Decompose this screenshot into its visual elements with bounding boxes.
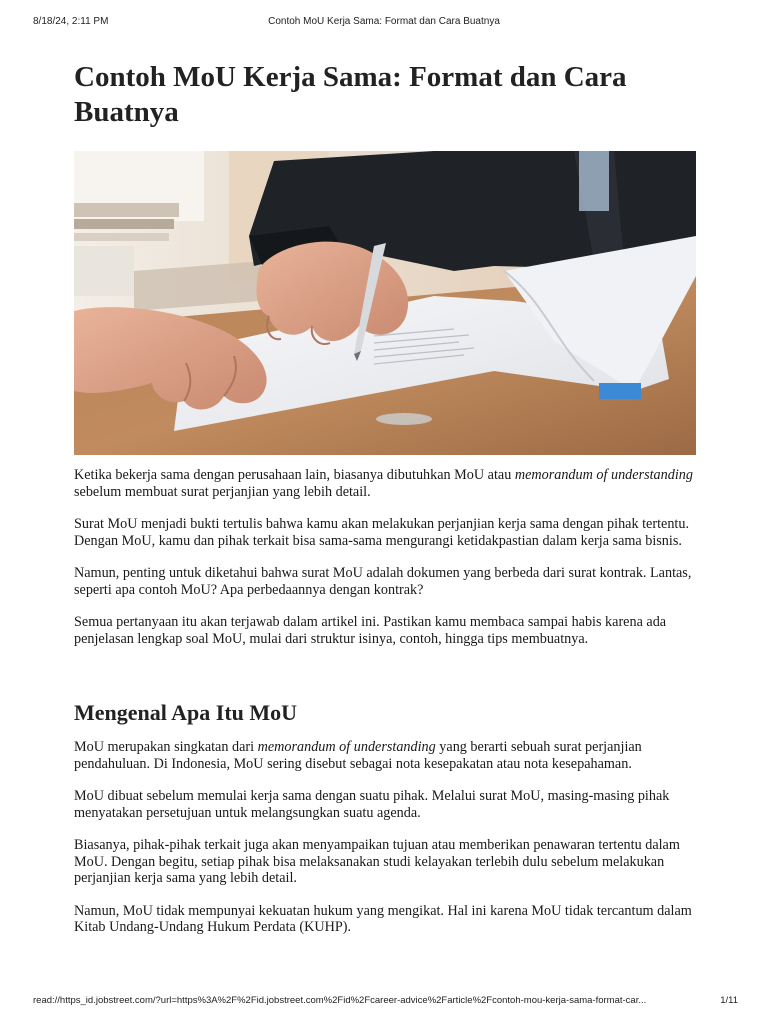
intro-paragraph-1: Ketika bekerja sama dengan perusahaan lain, biasanya dibutuhkan MoU atau memorandum of understanding sebelum membuat surat perjanjian yang lebih detail. [74,467,693,500]
section-paragraph-3: Biasanya, pihak-pihak terkait juga akan menyampaikan tujuan atau memberikan penawaran tertentu dalam MoU. Dengan begitu, setiap pihak bisa melaksanakan studi kelayakan terlebih dulu sebelum melakukan perjanjian kerja sama yang lebih detail. [74,837,680,886]
section-paragraph-2: MoU dibuat sebelum memulai kerja sama dengan suatu pihak. Melalui surat MoU, masing-masing pihak menyatakan persetujuan untuk melangsungkan suatu agenda. [74,788,670,821]
print-footer [0,995,768,1009]
intro-paragraph-3: Namun, penting untuk diketahui bahwa surat MoU adalah dokumen yang berbeda dari surat kontrak. Lantas, seperti apa contoh MoU? Apa perbedaannya dengan kontrak? [74,565,692,598]
print-header [0,16,768,30]
article-title: Contoh MoU Kerja Sama: Format dan Cara Buatnya [74,61,627,128]
intro-paragraph-2: Surat MoU menjadi bukti tertulis bahwa kamu akan melakukan perjanjian kerja sama dengan pihak tertentu. Dengan MoU, kamu dan pihak terkait bisa sama-sama mengurangi ketidakpastian dalam kerja sama bisnis. [74,516,689,549]
hero-image [74,151,696,455]
page-number: 1/11 [720,995,738,1006]
section-heading: Mengenal Apa Itu MoU [74,700,298,725]
article [74,60,696,936]
section-paragraph-4: Namun, MoU tidak mempunyai kekuatan hukum yang mengikat. Hal ini karena MoU tidak tercantum dalam Kitab Undang-Undang Hukum Perdata (KUHP). [74,902,692,935]
section-emphasis: memorandum of understanding [257,739,436,755]
page-url: read://https_id.jobstreet.com/?url=https%3A%2F%2Fid.jobstreet.com%2Fid%2Fcareer-advice%2Farticle%2Fcontoh-mou-kerja-sama-format-car... [33,995,647,1006]
section-paragraph-1: MoU merupakan singkatan dari memorandum of understanding yang berarti sebuah surat perjanjian pendahuluan. Di Indonesia, MoU sering disebut sebagai nota kesepakatan atau nota kesepahaman. [74,739,642,772]
intro-paragraph-4: Semua pertanyaan itu akan terjawab dalam artikel ini. Pastikan kamu membaca sampai habis karena ada penjelasan lengkap soal MoU, mulai dari struktur isinya, contoh, hingga tips membuatnya. [74,614,667,647]
intro-emphasis: memorandum of understanding [514,467,693,483]
hero-photo-illustration [74,151,696,455]
print-datetime: 8/18/24, 2:11 PM [33,16,109,27]
print-page-title: Contoh MoU Kerja Sama: Format dan Cara Buatnya [268,16,500,27]
